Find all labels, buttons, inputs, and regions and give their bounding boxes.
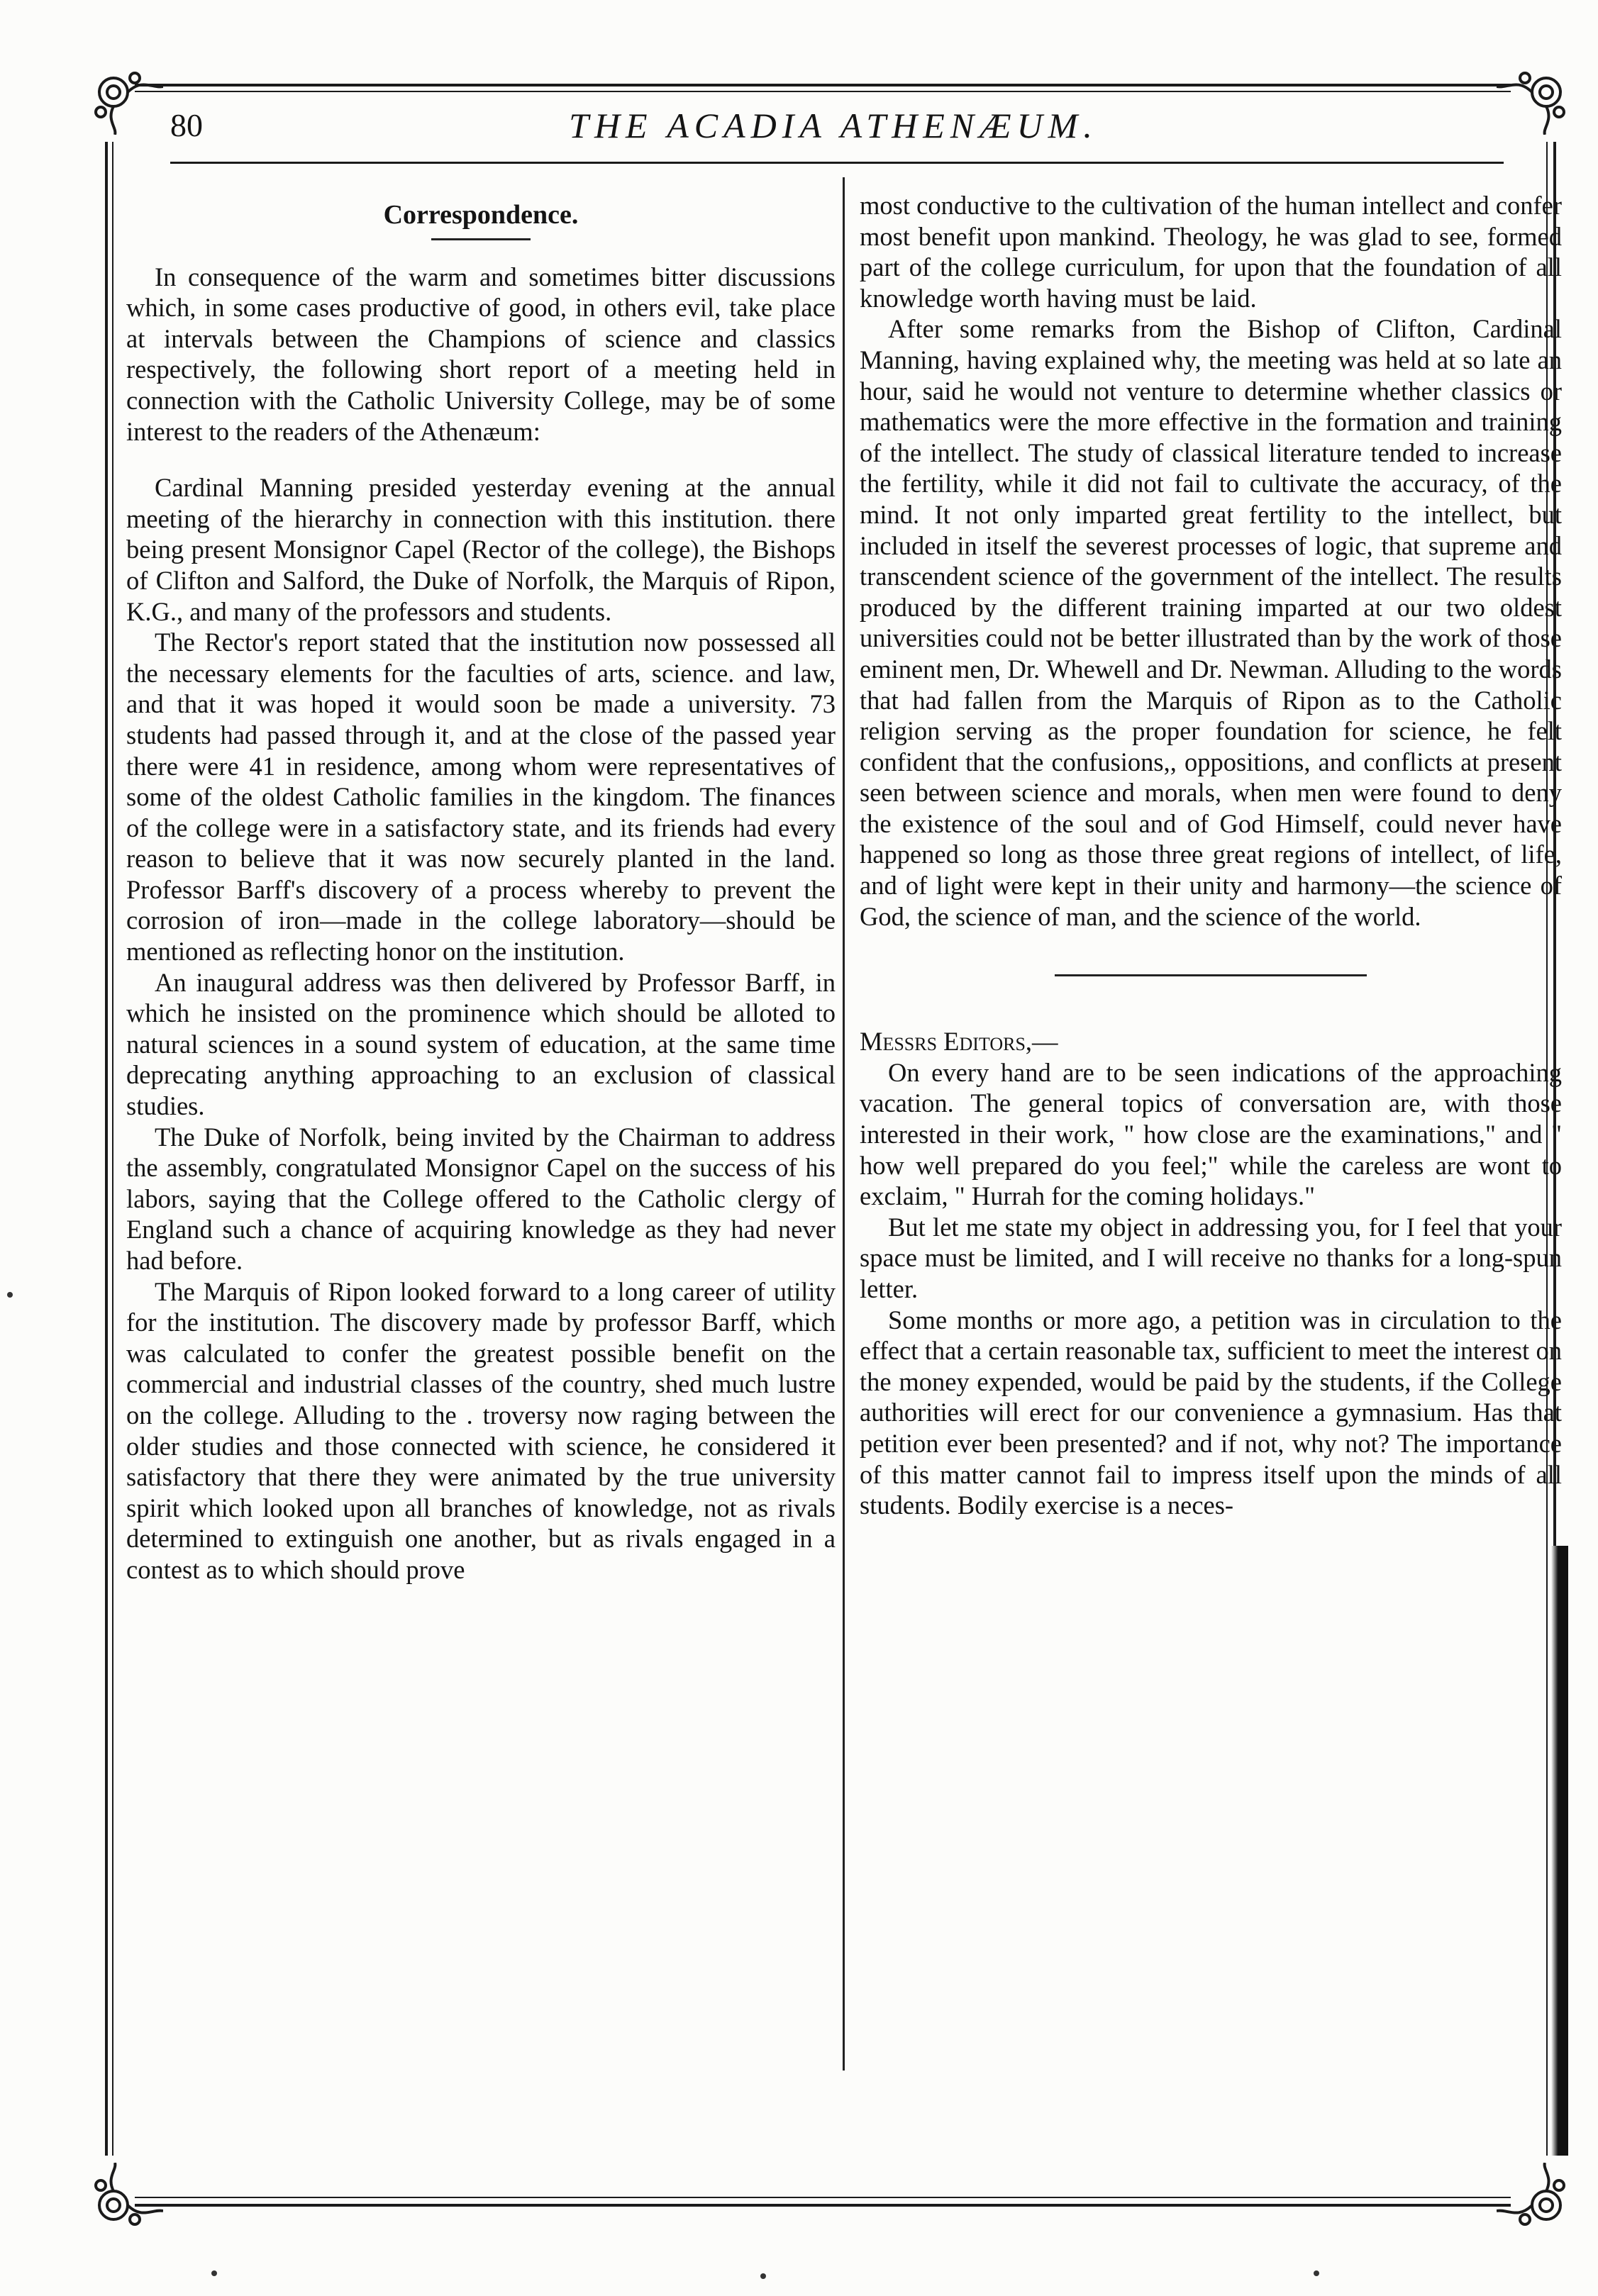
top-border-rule-inner — [135, 91, 1511, 92]
scan-edge-shadow — [1551, 1546, 1568, 2156]
column-divider — [843, 177, 845, 2071]
section-heading: Correspondence. — [383, 200, 579, 230]
report-paragraph: The Duke of Norfolk, being invited by the Chairman to address the assembly, congratulated Monsignor Capel on the success of his labors, saying that the College offered to the Catholic clergy of England such a chance of acquiring knowledge as they had never had before. — [126, 1122, 836, 1275]
corner-ornament-bottom-right — [1497, 2163, 1575, 2241]
journal-title: THE ACADIA ATHENÆUM. — [569, 106, 1098, 145]
letter-paragraph: Some months or more ago, a petition was in circulation to the effect that a certain reasonable tax, sufficient to meet the interest on the money expended, would be paid by the students, if the College authorities will erect for our convenience a gymnasium. Has that petition ever been presented? and if not, why not? The importance of this matter cannot fail to impress itself upon the minds of all students. Bodily exercise is a neces- — [860, 1305, 1562, 1520]
scan-speck — [211, 2270, 217, 2276]
scan-speck — [7, 1292, 13, 1298]
paragraph-gap — [126, 447, 836, 472]
left-border-rule-inner — [112, 142, 113, 2156]
bottom-border-rule-inner — [135, 2197, 1511, 2198]
scan-speck — [1314, 2270, 1319, 2276]
left-column — [126, 190, 836, 1586]
letter-paragraph: But let me state my object in addressing you, for I feel that your space must be limited, and I will receive no thanks for a long-spun letter. — [860, 1212, 1562, 1303]
report-paragraph: The Marquis of Ripon looked forward to a long career of utility for the institution. The discovery made by professor Barff, which was calculated to confer the greatest possible benefit on the commercial and industrial classes of the country, shed much lustre on the college. Alluding to the . troversy now raging between the older studies and those connected with science, he considered it satisfactory that there they were animated by the true university spirit which looked upon all branches of knowledge, not as rivals determined to extinguish one another, but as rivals engaged in a contest as to which should prove — [126, 1276, 836, 1584]
scan-speck — [760, 2273, 766, 2279]
continued-paragraph: most conductive to the cultivation of the human intellect and confer most benefit upon mankind. Theology, he was glad to see, formed part of the college curriculum, for upon that the foundation of all knowledge worth having must be laid. — [860, 191, 1562, 313]
report-paragraph: The Rector's report stated that the institution now possessed all the necessary elements for the faculties of arts, science. and law, and that it was hoped it would soon be made a university. 73 students had passed through it, and at the close of the passed year there were 41 in residence, among whom were representatives of some of the oldest Catholic families in the kingdom. The finances of the college were in a satisfactory state, and its friends had every reason to believe that it was now securely planted in the land. Professor Barff's discovery of a process whereby to prevent the corrosion of iron—made in the college laboratory—should be mentioned as reflecting honor on the institution. — [126, 628, 836, 966]
corner-ornament-top-left — [85, 57, 163, 135]
page-header — [170, 101, 1497, 157]
bottom-border-rule — [135, 2204, 1511, 2207]
top-border-rule — [135, 84, 1511, 87]
report-paragraph: An inaugural address was then delivered by Professor Barff, in which he insisted on the prominence which should be alloted to natural sciences in a sound system of education, at the same time deprecating anything approaching to an exclusion of classical studies. — [126, 967, 836, 1121]
header-underline — [170, 162, 1504, 164]
letter-paragraph: On every hand are to be seen indications of the approaching vacation. The general topics of conversation are, with those interested in their work, " how close are the examinations," and " how well prepared do you feel;" while the careless are wont to exclaim, " Hurrah for the coming holidays." — [860, 1057, 1562, 1211]
corner-ornament-bottom-left — [85, 2163, 163, 2241]
page-number: 80 — [170, 107, 203, 143]
right-column — [860, 190, 1562, 1521]
intro-paragraph: In consequence of the warm and sometimes bitter discussions which, in some cases productive of good, in others evil, take place at intervals between the Champions of science and classics respectively, the following short report of a meeting held in connection with the Catholic University College, may be of some interest to the readers of the Athenæum: — [126, 262, 836, 446]
left-border-rule — [105, 142, 108, 2156]
section-separator-rule — [1055, 974, 1367, 976]
letter-salutation: Messrs Editors,— — [860, 1027, 1058, 1057]
corner-ornament-top-right — [1497, 57, 1575, 135]
continued-paragraph: After some remarks from the Bishop of Clifton, Cardinal Manning, having explained why, the meeting was held at so late an hour, said he would not venture to determine whether classics or mathematics were the more effective in the formation and training of the intellect. The study of classical literature tended to increase the fertility, while it did not fail to cultivate the accuracy, of the mind. It not only imparted great fertility to the intellect, but included in itself the severest processes of logic, that supreme and transcendent science of the government of the intellect. The results produced by the different training imparted at our two oldest universities could not be better illustrated than by the work of those eminent men, Dr. Whewell and Dr. Newman. Alluding to the words that had fallen from the Marquis of Ripon as to the Catholic religion serving as the proper foundation for science, he felt confident that the confusions,, oppositions, and conflicts at present seen between science and morals, when men were found to deny the existence of the soul and of God Himself, could never have happened so long as those three great regions of intellect, of life, and of light were kept in their unity and harmony—the science of God, the science of man, and the science of the world. — [860, 314, 1562, 931]
report-paragraph: Cardinal Manning presided yesterday evening at the annual meeting of the hierarchy in connection with this institution. there being present Monsignor Capel (Rector of the college), the Bishops of Clifton and Salford, the Duke of Norfolk, the Marquis of Ripon, K.G., and many of the professors and students. — [126, 473, 836, 626]
heading-rule — [431, 238, 531, 240]
